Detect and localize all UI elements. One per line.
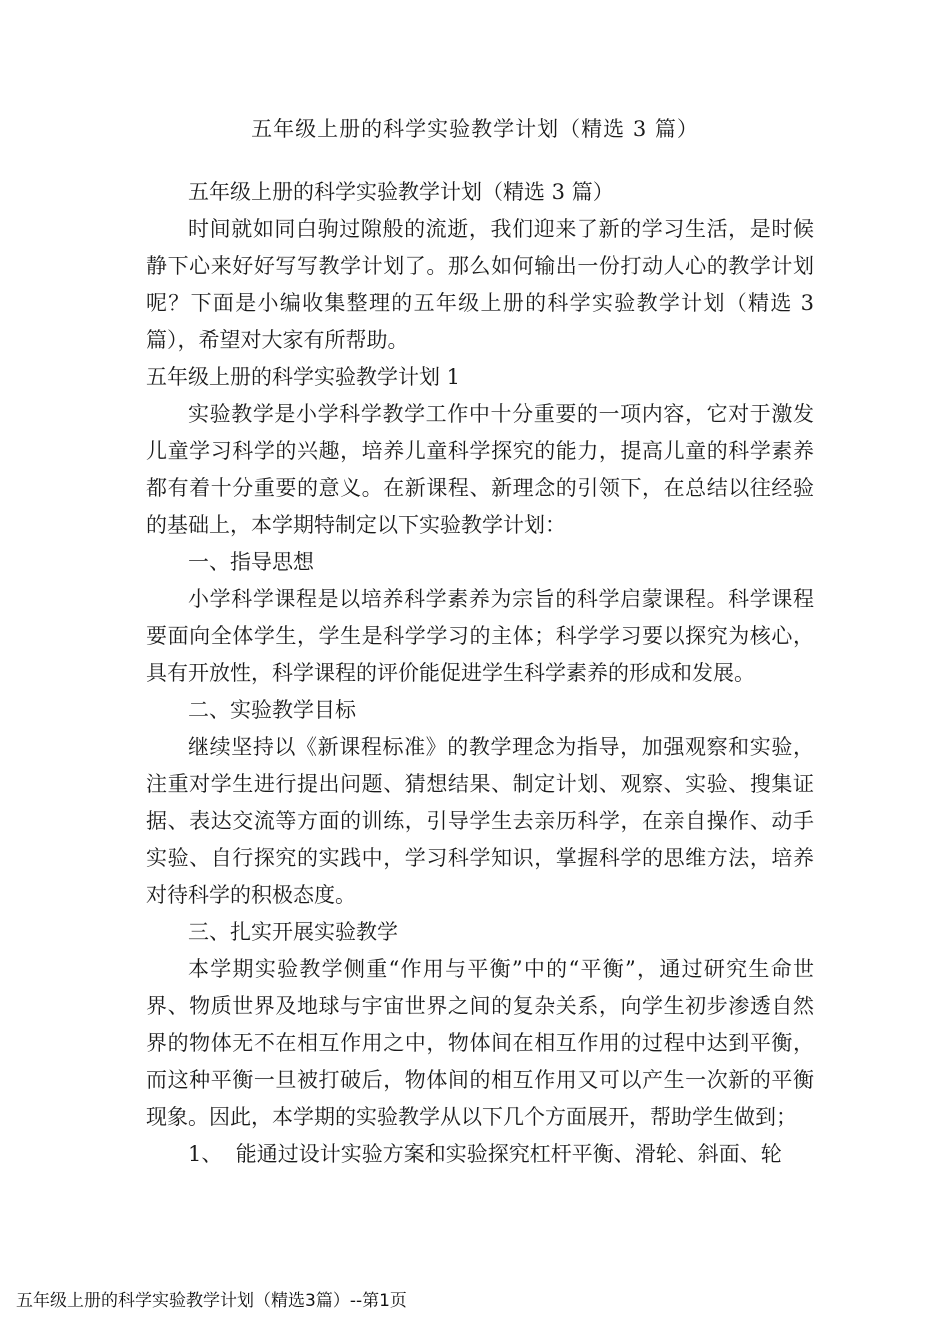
paragraph: 时间就如同白驹过隙般的流逝，我们迎来了新的学习生活，是时候静下心来好好写写教学计划了。那么如何输出一份打动人心的教学计划呢？下面是小编收集整理的五年级上册的科学实验教学计划（精选 3 篇），希望对大家有所帮助。 — [146, 217, 814, 352]
paragraph: 实验教学是小学科学教学工作中十分重要的一项内容，它对于激发儿童学习科学的兴趣，培养儿童科学探究的能力，提高儿童的科学素养都有着十分重要的意义。在新课程、新理念的引领下，在总结以往经验的基础上，本学期特制定以下实验教学计划： — [146, 402, 814, 537]
section-heading: 一、指导思想 — [188, 550, 314, 574]
list-item: 1、 能通过设计实验方案和实验探究杠杆平衡、滑轮、斜面、轮 — [188, 1142, 782, 1166]
paragraph: 五年级上册的科学实验教学计划（精选 3 篇） — [188, 180, 614, 204]
document-body — [146, 174, 814, 1173]
paragraph: 小学科学课程是以培养科学素养为宗旨的科学启蒙课程。科学课程要面向全体学生，学生是科学学习的主体；科学学习要以探究为核心，具有开放性，科学课程的评价能促进学生科学素养的形成和发展。 — [146, 587, 814, 685]
page-footer: 五年级上册的科学实验教学计划（精选3篇）--第1页 — [16, 1291, 407, 1311]
section-heading: 二、实验教学目标 — [188, 698, 356, 722]
document-title: 五年级上册的科学实验教学计划（精选 3 篇） — [251, 117, 699, 141]
paragraph: 继续坚持以《新课程标准》的教学理念为指导，加强观察和实验，注重对学生进行提出问题、猜想结果、制定计划、观察、实验、搜集证据、表达交流等方面的训练，引导学生去亲历科学，在亲自操作、动手实验、自行探究的实践中，学习科学知识，掌握科学的思维方法，培养对待科学的积极态度。 — [146, 735, 814, 907]
section-heading: 五年级上册的科学实验教学计划 1 — [146, 365, 461, 389]
paragraph: 本学期实验教学侧重“作用与平衡”中的“平衡”，通过研究生命世界、物质世界及地球与宇宙世界之间的复杂关系，向学生初步渗透自然界的物体无不在相互作用之中，物体间在相互作用的过程中达到平衡，而这种平衡一旦被打破后，物体间的相互作用又可以产生一次新的平衡现象。因此，本学期的实验教学从以下几个方面展开，帮助学生做到； — [146, 957, 814, 1129]
section-heading: 三、扎实开展实验教学 — [188, 920, 398, 944]
